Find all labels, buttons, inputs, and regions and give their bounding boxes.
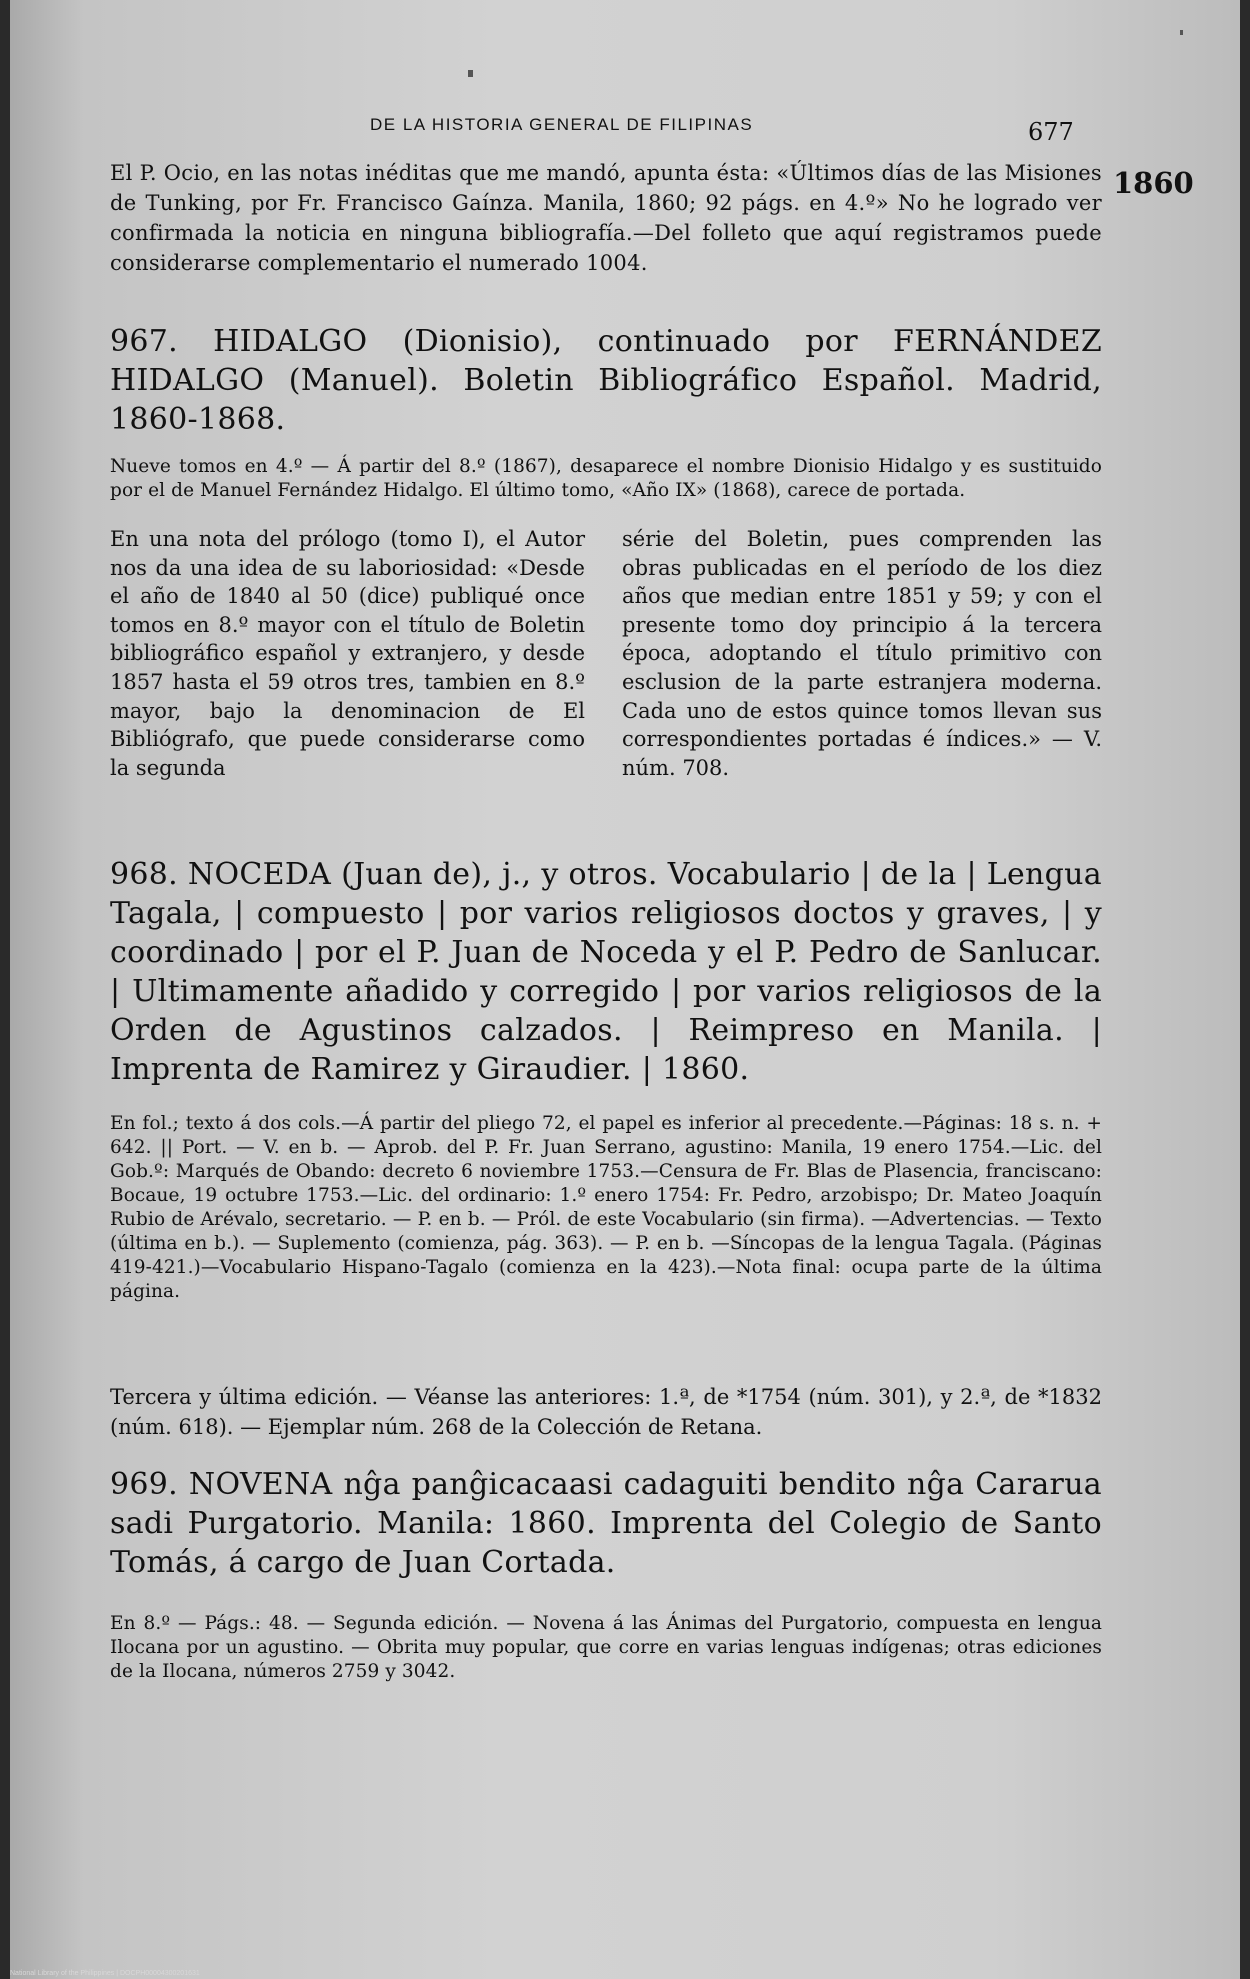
entry-968-note: En fol.; texto á dos cols.—Á partir del pliego 72, el papel es inferior al precedente.—Páginas: 18 s. n. + 642. || Port. — V. en b. — Aprob. del P. Fr. Juan Serrano, agustino: Manila, 19 enero 1754.—Lic. del Gob.º: Marqués de Obando: decreto 6 noviembre 1753.—Censura de Fr. Blas de Plasencia, franciscano: Bocaue, 19 octubre 1753.—Lic. del ordinario: 1.º enero 1754: Fr. Pedro, arzobispo; Dr. Mateo Joaquín Rubio de Arévalo, secretario. — P. en b. — Pról. de este Vocabulario (sin firma). —Advertencias. — Texto (última en b.). — Suplemento (comienza, pág. 363). — P. en b. —Síncopas de la lengua Tagala. (Páginas 419-421.)—Vocabulario Hispano-Tagalo (comienza en la 423).—Nota final: ocupa parte de la última página.	[110, 1113, 1102, 1302]
document-page	[10, 0, 1240, 1979]
entry-968-title: 968. NOCEDA (Juan de), j., y otros. Vocabulario | de la | Lengua Tagala, | compuesto | por varios religiosos doctos y graves, | y coordinado | por el P. Juan de Noceda y el P. Pedro de Sanlucar. | Ultimamente añadido y corregido | por varios religiosos de la Orden de Agustinos calzados. | Reimpreso en Manila. | Imprenta de Ramirez y Giraudier. | 1860.	[110, 857, 1102, 1087]
entry-967-note: Nueve tomos en 4.º — Á partir del 8.º (1867), desaparece el nombre Dionisio Hidalgo y es sustituido por el de Manuel Fernández Hidalgo. El último tomo, «Año IX» (1868), carece de portada.	[110, 456, 1102, 501]
lead-paragraph: El P. Ocio, en las notas inéditas que me mandó, apunta ésta: «Últimos días de las Misiones de Tunking, por Fr. Francisco Gaínza. Manila, 1860; 92 págs. en 4.º» No he logrado ver confirmada la noticia en ninguna bibliografía.—Del folleto que aquí registramos puede considerarse complementario el numerado 1004.	[110, 161, 1102, 275]
entry-969-note: En 8.º — Págs.: 48. — Segunda edición. — Novena á las Ánimas del Purgatorio, compuesta en lengua Ilocana por un agustino. — Obrita muy popular, que corre en varias lenguas indígenas; otras ediciones de la Ilocana, números 2759 y 3042.	[110, 1613, 1102, 1682]
footer-strip: National Library of the Philippines | DOCPH00004300201631	[10, 1970, 200, 1977]
ink-speck	[1180, 30, 1183, 35]
running-head: DE LA HISTORIA GENERAL DE FILIPINAS	[370, 115, 754, 134]
entry-969-title: 969. NOVENA nĝa panĝicacaasi cadaguiti bendito nĝa Cararua sadi Purgatorio. Manila: 1860. Imprenta del Colegio de Santo Tomás, á cargo de Juan Cortada.	[110, 1467, 1102, 1580]
entry-967-title: 967. HIDALGO (Dionisio), continuado por FERNÁNDEZ HIDALGO (Manuel). Boletin Bibliográfico Español. Madrid, 1860-1868.	[110, 324, 1102, 437]
page-number: 677	[1028, 118, 1074, 146]
entry-968-edition-note: Tercera y última edición. — Véanse las anteriores: 1.ª, de *1754 (núm. 301), y 2.ª, de *1832 (núm. 618). — Ejemplar núm. 268 de la Colección de Retana.	[110, 1385, 1102, 1439]
margin-year: 1860	[1113, 166, 1194, 200]
ink-speck	[468, 70, 473, 77]
entry-967-column-left: En una nota del prólogo (tomo I), el Autor nos da una idea de su laboriosidad: «Desde el año de 1840 al 50 (dice) publiqué once tomos en 8.º mayor con el título de Boletin bibliográfico español y extranjero, y desde 1857 hasta el 59 otros tres, tambien en 8.º mayor, bajo la denominacion de El Bibliógrafo, que puede considerarse como la segunda	[110, 527, 585, 780]
entry-967-column-right: série del Boletin, pues comprenden las obras publicadas en el período de los diez años que median entre 1851 y 59; y con el presente tomo doy principio á la tercera época, adoptando el título primitivo con esclusion de la parte estranjera moderna. Cada uno de estos quince tomos llevan sus correspondientes portadas é índices.» — V. núm. 708.	[622, 527, 1102, 780]
